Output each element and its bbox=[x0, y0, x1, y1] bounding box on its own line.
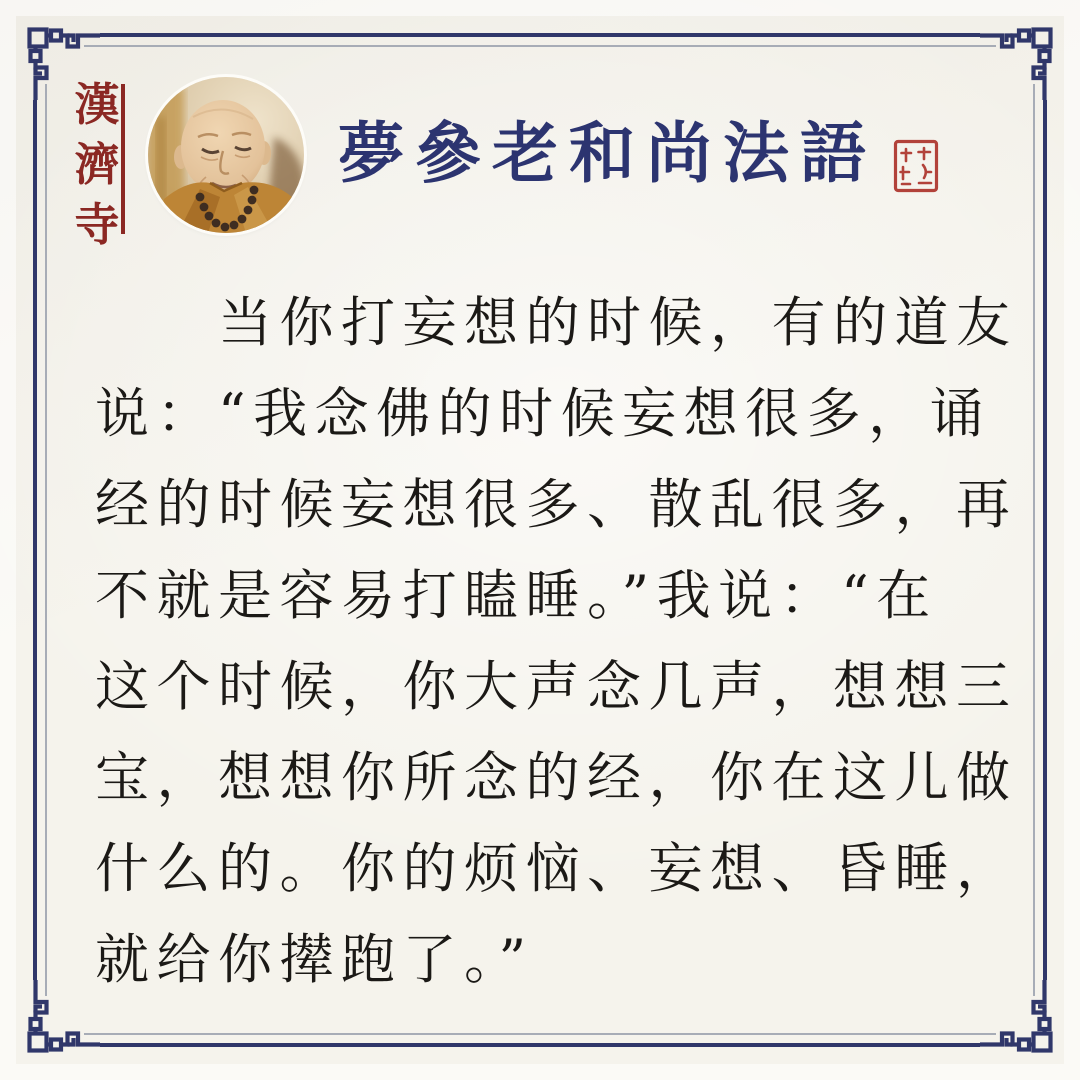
red-divider-line bbox=[121, 84, 125, 234]
quote-line: 不就是容易打瞌睡。”我说：“在 bbox=[95, 564, 938, 627]
frame-border-top bbox=[100, 33, 980, 37]
red-seal-stamp-icon bbox=[893, 139, 939, 193]
quote-body bbox=[95, 277, 1020, 1005]
quote-line: 说：“我念佛的时候妄想很多，诵 bbox=[95, 382, 992, 445]
quote-line: 经的时候妄想很多、散乱很多，再 bbox=[95, 473, 1018, 536]
inner-line-left bbox=[45, 84, 47, 996]
monk-portrait-illustration bbox=[148, 77, 304, 233]
quote-line: 宝，想想你所念的经，你在这儿做 bbox=[95, 746, 1018, 809]
fret-corner-icon bbox=[20, 980, 100, 1060]
temple-name-char: 寺 bbox=[74, 198, 120, 251]
inner-line-top bbox=[84, 45, 996, 47]
frame-border-bottom bbox=[100, 1043, 980, 1047]
quote-line: 就给你撵跑了。” bbox=[95, 928, 534, 991]
quote-line: 这个时候，你大声念几声，想想三 bbox=[95, 655, 1018, 718]
monk-portrait-photo bbox=[148, 77, 304, 233]
temple-name-char: 漢 bbox=[74, 78, 120, 131]
fret-corner-icon bbox=[980, 20, 1060, 100]
temple-name bbox=[68, 76, 126, 256]
temple-name-char: 濟 bbox=[74, 138, 120, 191]
card-title: 夢參老和尚法語 bbox=[338, 114, 877, 192]
frame-border-left bbox=[33, 100, 37, 980]
frame-border-right bbox=[1043, 100, 1047, 980]
quote-line: 什么的。你的烦恼、妄想、昏睡， bbox=[95, 837, 1018, 900]
inner-line-right bbox=[1033, 84, 1035, 996]
quote-line: 当你打妄想的时候，有的道友 bbox=[218, 291, 1018, 354]
inner-line-bottom bbox=[84, 1033, 996, 1035]
